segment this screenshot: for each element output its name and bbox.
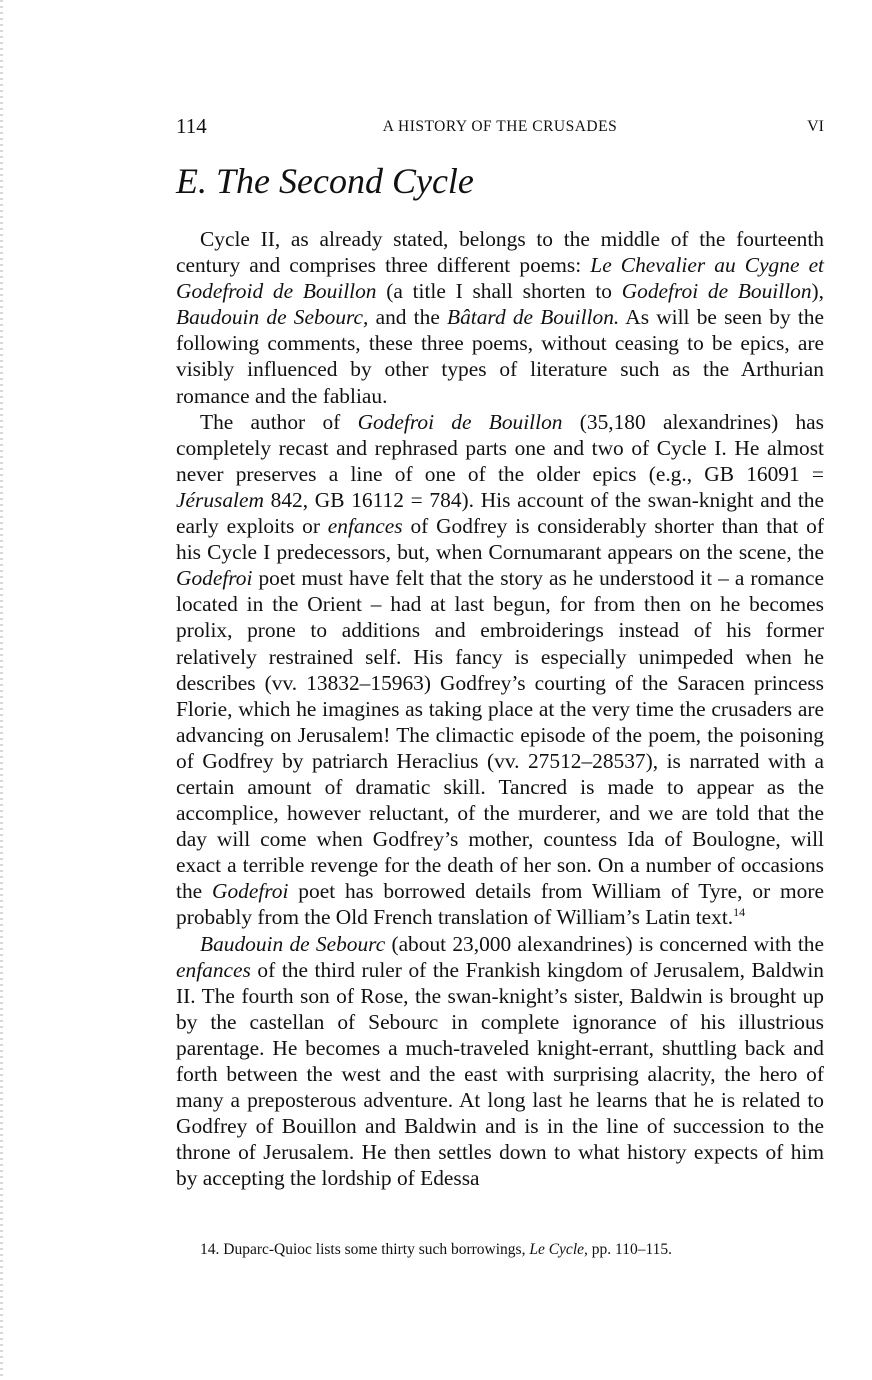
- text-run: of Godfrey is considerably shorter than that of his Cycle I predecessors, but, when Cornumarant appears on the scene, the: [176, 514, 824, 565]
- italic-text: Bâtard de Bouillon.: [447, 305, 620, 330]
- paragraph: [176, 931, 824, 1192]
- footnote-ref: 14: [733, 905, 746, 920]
- text-run: 14. Duparc-Quioc lists some thirty such borrowings,: [200, 1241, 530, 1258]
- italic-text: Le Cycle,: [529, 1241, 588, 1258]
- text-run: 842, GB 16112 = 784). His account of the swan-knight and the early exploits or: [176, 487, 824, 539]
- text-run: As will be seen by the following comments, these three poems, without ceasing to be epics, are visibly influenced by other types of literature such as the Arthurian romance and the fabliau.: [176, 305, 824, 408]
- italic-text: Baudouin de Sebourc: [200, 931, 386, 956]
- italic-text: Godefroi de Bouillon: [621, 279, 812, 304]
- text-run: ),: [811, 279, 824, 304]
- section-title: E. The Second Cycle: [176, 161, 474, 201]
- page-number: 114: [176, 114, 207, 138]
- page-edge: [0, 0, 3, 1380]
- italic-text: Godefroi de Bouillon: [357, 409, 563, 434]
- italic-text: Le Chevalier au Cygne et Godefroid de Bouillon: [176, 253, 825, 304]
- chapter-number: VI: [807, 118, 824, 135]
- text-run: (a title I shall shorten to: [376, 279, 622, 304]
- text-run: poet has borrowed details from William of Tyre, or more probably from the Old French translation of William’s Latin text.: [176, 879, 824, 930]
- text-run: The author of: [200, 409, 358, 434]
- text-run: Cycle II, as already stated, belongs to the middle of the fourteenth century and comprises three different poems:: [176, 227, 824, 278]
- italic-text: Godefroi: [212, 879, 289, 904]
- text-run: and the: [368, 305, 448, 330]
- italic-text: enfances: [327, 514, 403, 539]
- italic-text: Godefroi: [176, 566, 253, 591]
- paragraph: [176, 409, 824, 931]
- paragraph: [176, 226, 824, 409]
- italic-text: Baudouin de Sebourc,: [176, 305, 369, 330]
- page-header: [176, 114, 824, 140]
- italic-text: Jérusalem: [176, 487, 264, 512]
- text-run: poet must have felt that the story as he understood it – a romance located in the Orient – had at last begun, for from then on he becomes prolix, prone to additions and embroiderings instead of his former relatively restrained self. His fancy is especially unimpeded when he describes (vv. 13832–15963) Godfrey’s courting of the Saracen princess Florie, which he imagines as taking place at the very time the crusaders are advancing on Jerusalem! The climactic episode of the poem, the poisoning of Godfrey by patriarch Heraclius (vv. 27512–28537), is narrated with a certain amount of dramatic skill. Tancred is made to appear as the accomplice, however reluctant, of the murderer, and we are told that the day will come when Godfrey’s mother, countess Ida of Boulogne, will exact a terrible revenge for the death of her son. On a number of occasions the: [176, 566, 824, 904]
- text-run: (35,180 alexandrines) has completely recast and rephrased parts one and two of Cycle I. He almost never preserves a line of one of the older epics (e.g., GB 16091 =: [176, 409, 824, 486]
- text-run: of the third ruler of the Frankish kingdom of Jerusalem, Baldwin II. The fourth son of Rose, the swan-knight’s sister, Baldwin is brought up by the castellan of Sebourc in complete ignorance of his illustrious parentage. He becomes a much-traveled knight-errant, shuttling back and forth between the west and the east with surprising alacrity, the hero of many a preposterous adventure. At long last he learns that he is related to Godfrey of Bouillon and Baldwin and is in the line of succession to the throne of Jerusalem. He then settles down to what history expects of him by accepting the lordship of Edessa: [176, 957, 824, 1191]
- italic-text: enfances: [176, 957, 251, 982]
- body-text: [176, 226, 824, 1191]
- text-run: (about 23,000 alexandrines) is concerned with the: [385, 931, 824, 956]
- text-run: pp. 110–115.: [587, 1241, 672, 1258]
- footnote: [200, 1240, 824, 1260]
- running-head: A HISTORY OF THE CRUSADES: [382, 118, 618, 135]
